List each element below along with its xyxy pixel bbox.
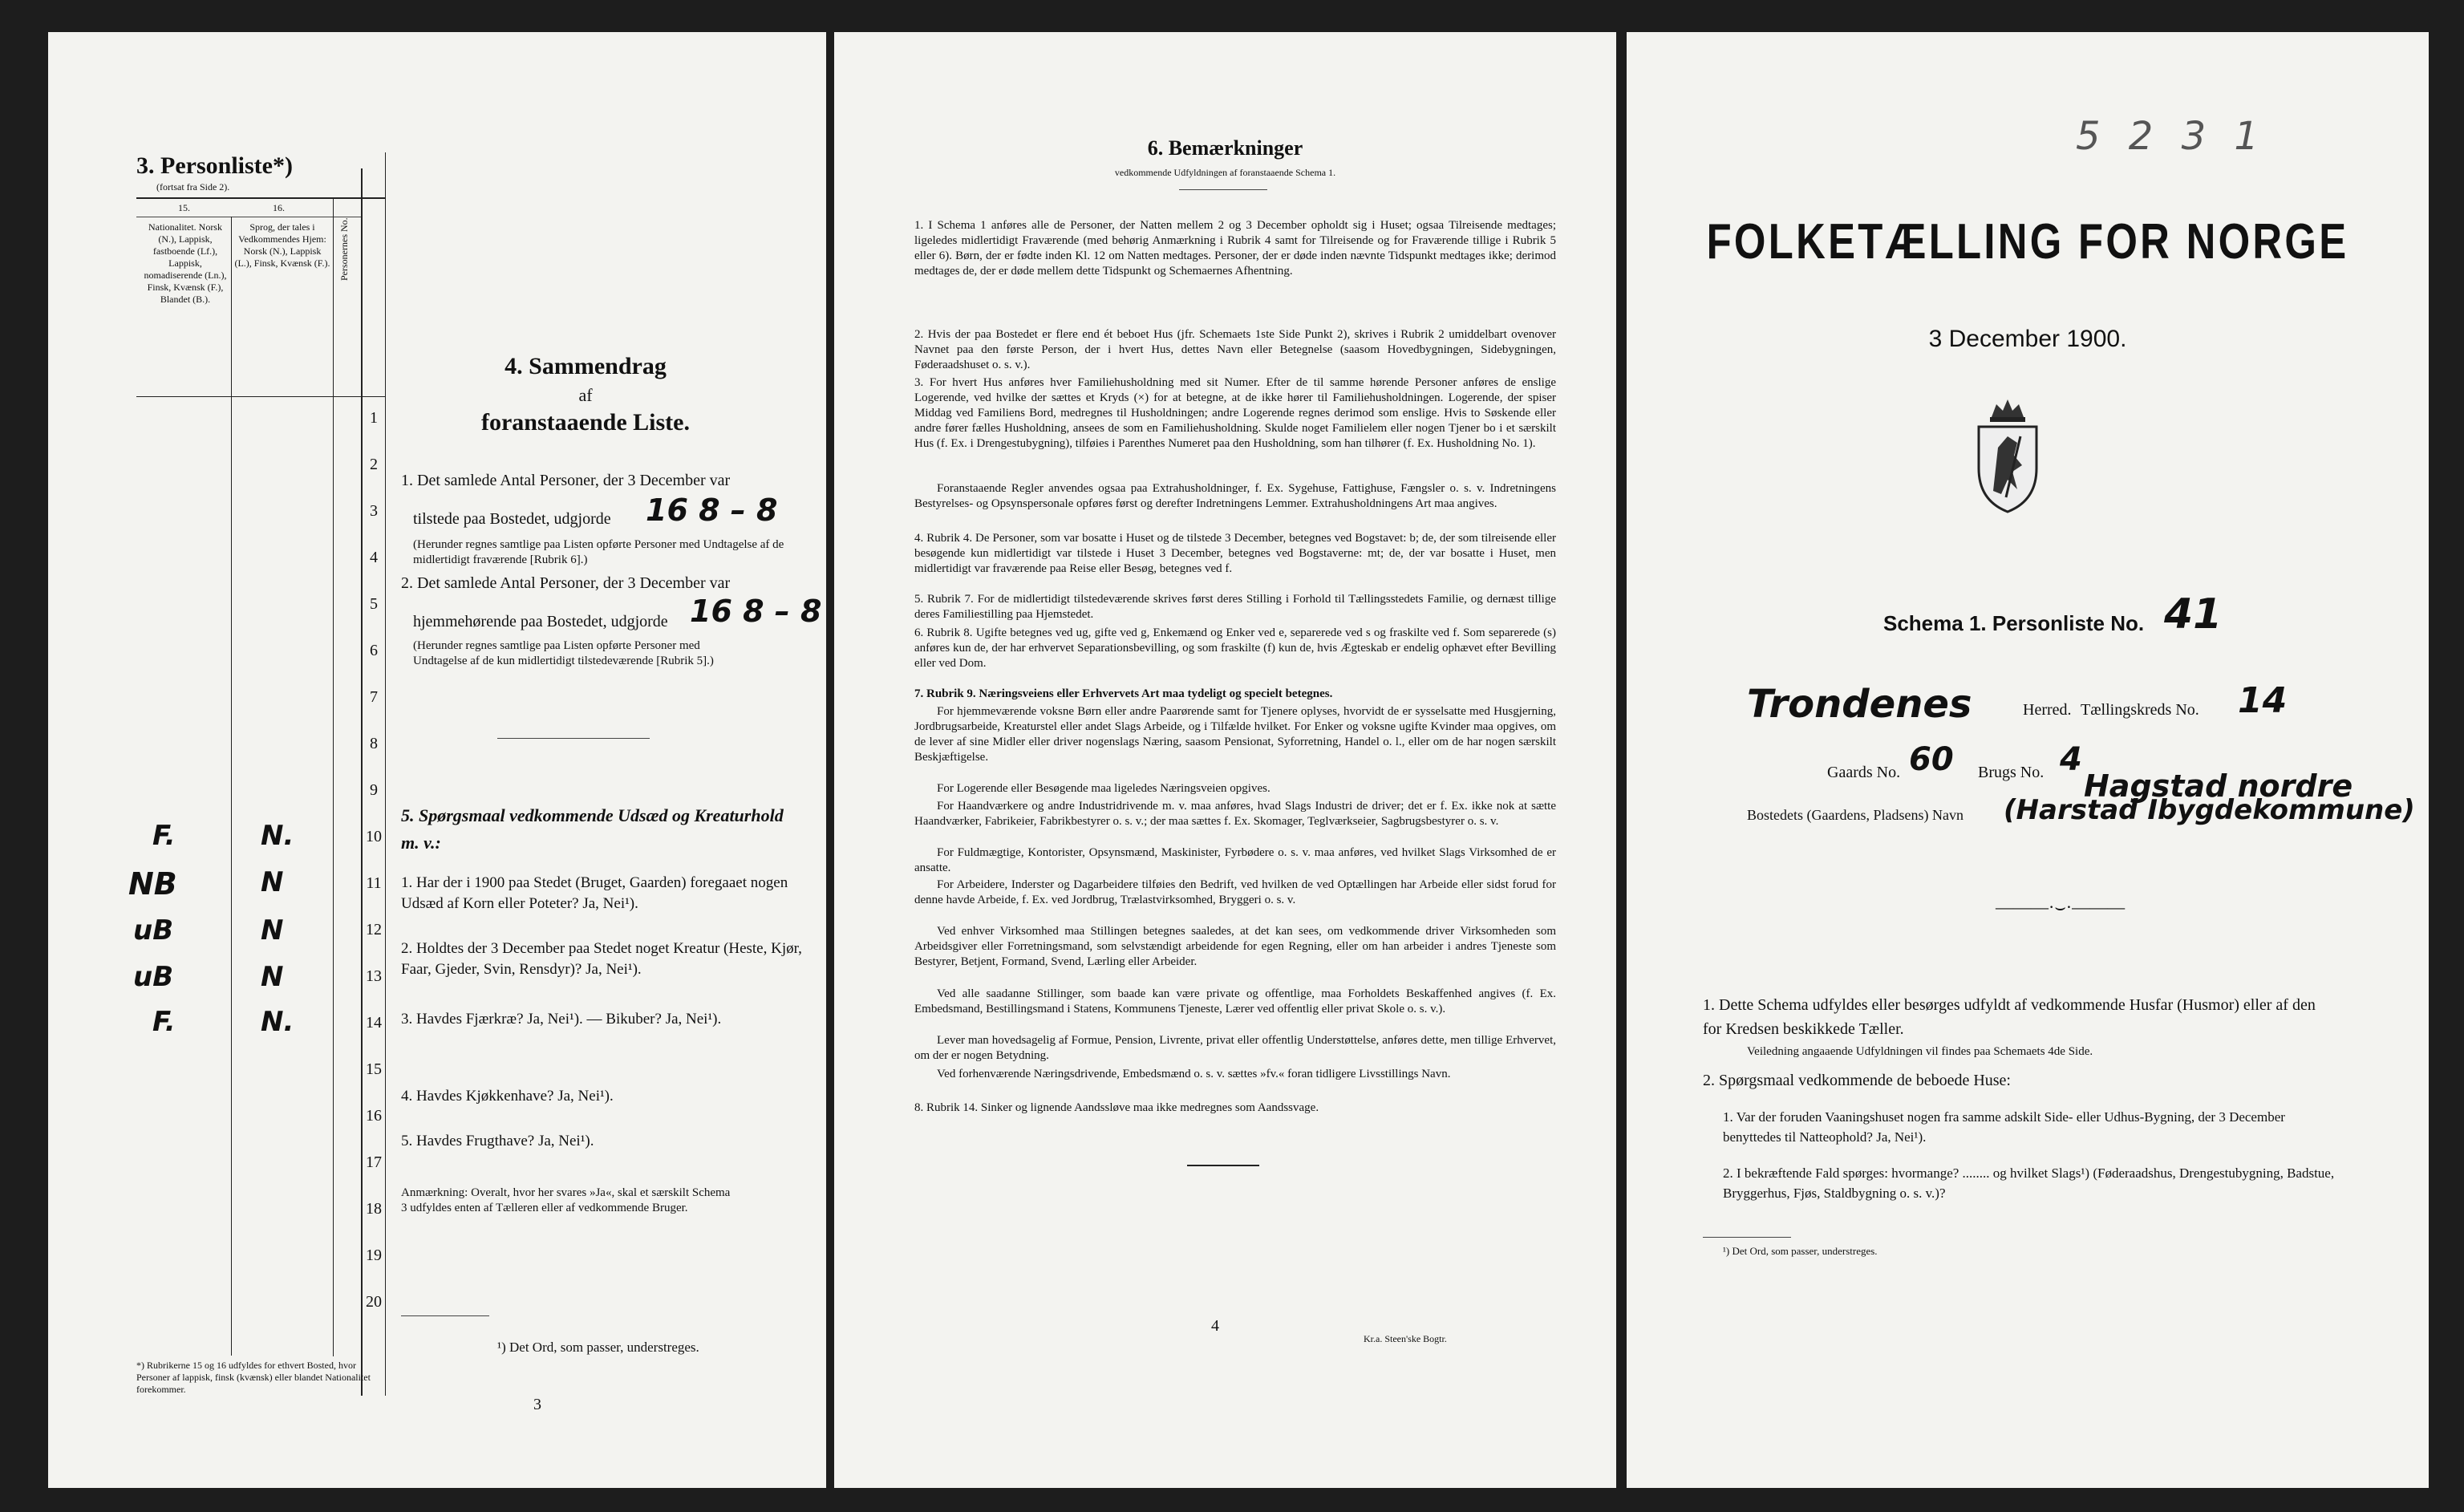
remark-7d: For Haandværkere og andre Industridrivende m. v. maa anføres, hvad Slags Industri de driver; det er f. Ex. ikke nok at sætte Haandværker, Fabrikeier, Fabrikbestyrer o. s. v.; der maa sættes f. Ex. Skomager, Teglværkseier, Sagbrugsbestyrer o. s. v.: [914, 800, 1556, 828]
instruction-2-2: 2. I bekræftende Fald spørges: hvormange? ........ og hvilket Slags¹) (Føderaadshus, Drengestubygning, Badstue, Bryggerhus, Fjøs, Staldbygning o. s. v.)?: [1723, 1165, 2335, 1201]
remark-8: 8. Rubrik 14. Sinker og lignende Aandssløve maa ikke medregnes som Aandssvage.: [914, 1101, 1319, 1114]
sammendrag-title2: foranstaaende Liste.: [481, 409, 690, 436]
entry-language: N: [261, 961, 284, 993]
instruction-1-note: Veiledning angaaende Udfyldningen vil findes paa Schemaets 4de Side.: [1747, 1045, 2093, 1058]
row-number: 6: [370, 642, 378, 659]
page-number-3: 3: [533, 1396, 541, 1413]
crown-band: [1990, 417, 2025, 422]
gaards-label: Gaards No.: [1827, 764, 1901, 781]
col16-header: Sprog, der tales i Vedkommendes Hjem: Norsk (N.), Lappisk (L.), Finsk, Kvænsk (F.).: [234, 221, 330, 269]
row-number: 9: [370, 781, 378, 799]
row-number: 12: [366, 921, 382, 938]
col-divider-1: [231, 217, 232, 1356]
remark-7b: For hjemmeværende voksne Børn eller andre Paarørende samt for Tjenere oplyses, hvorvidt de er sysselsatte med Husgjerning, Jordbrugsarbeide, Kreaturstel eller andet Slags Arbeide, og i Tilfælde hvilket. For Enker og voksne ugifte Kvinder maa opgives, om de lever af sine Midler eller driver nogenslags Næring, saasom Pensionat, Syforretning, Handel o. l., eller om de har nogen særskilt Beskjæftigelse.: [914, 705, 1556, 764]
herred-label: Herred.: [2023, 701, 2072, 719]
entry-nationality: NB: [128, 866, 177, 902]
remark-7f: For Arbeidere, Inderster og Dagarbeidere tilføies den Bedrift, ved hvilken de ved Optællingen har Arbeide eller sidst forud for denne havde Arbeide, f. Ex. ved Jordbrug, Trælastvirksomhed, Bryggeri o. s. v.: [914, 878, 1556, 906]
remark-5: 5. Rubrik 7. For de midlertidigt tilstedeværende skrives først deres Stilling i Forhold til Tællingsstedets Familie, og dernæst tillige deres Familiestilling paa Hjemstedet.: [914, 593, 1556, 621]
row-number: 8: [370, 735, 378, 752]
table-footnote: *) Rubrikerne 15 og 16 udfyldes for ethvert Bosted, hvor Personer af lappisk, finsk (kvænsk) eller blandet Nationalitet forekommer.: [136, 1360, 371, 1395]
section-divider: [497, 738, 650, 739]
questions-title: 5. Spørgsmaal vedkommende Udsæd og Kreaturhold m. v.:: [401, 805, 784, 853]
entry-language: N.: [261, 820, 294, 852]
col-divider-4: [385, 152, 386, 1396]
remark-7g: Ved enhver Virksomhed maa Stillingen betegnes saaledes, at det kan sees, om vedkommende driver Virksomheden som Arbeidsgiver eller Forretningsmand, som selvstændigt arbeidende for egen Regning, eller om han arbeider i andres Tjeneste som Bestyrer, Betjent, Formand, Svend, Lærling eller Arbeider.: [914, 925, 1556, 968]
remark-7i: Lever man hovedsagelig af Formue, Pension, Livrente, privat eller offentlig Understøttelse, anføres dette, men tillige Erhvervet, om der er nogen Betydning.: [914, 1034, 1556, 1062]
page-cover: [1627, 32, 2429, 1488]
instruction-2-1: 1. Var der foruden Vaaningshuset nogen fra samme adskilt Side- eller Udhus-Bygning, der 3 December benyttedes til Natteophold? Ja, Nei¹).: [1723, 1109, 2285, 1145]
entry-nationality: F.: [152, 820, 176, 852]
brugs-label: Brugs No.: [1978, 764, 2045, 781]
row-number: 4: [370, 549, 378, 566]
kreds-label: Tællingskreds No.: [2081, 701, 2199, 719]
bosted-value: (Harstad Ibygdekommune): [2004, 794, 2415, 826]
row-number: 19: [366, 1246, 382, 1264]
schema-label: Schema 1. Personliste No.: [1883, 611, 2145, 635]
row-number-column: [363, 409, 385, 1356]
row-number: 2: [370, 456, 378, 473]
question-1: 1. Har der i 1900 paa Stedet (Bruget, Gaarden) foregaaet nogen Udsæd af Korn eller Poteter? Ja, Nei¹).: [401, 874, 788, 912]
remark-1: 1. I Schema 1 anføres alle de Personer, der Natten mellem 2 og 3 December opholdt sig i Huset; ogsaa Tilreisende medtages; ligeledes midlertidigt Fraværende (med behørig Anmærkning i Rubrik 4 samt for Tilreisende og for Fraværende tillige i Rubrik 5 eller 6). Børn, der er fødte inden Kl. 12 om Natten medtages. Personer, der er døde inden nævnte Tidspunkt medtages ikke; derimod medtages de, der er døde mellem dette Tidspunkt og Schemaernes Afhentning.: [914, 219, 1556, 278]
instruction-1: 1. Dette Schema udfyldes eller besørges udfyldt af vedkommende Husfar (Husmor) eller af den for Kredsen beskikkede Tæller.: [1703, 996, 2316, 1038]
bosted-value-top: Hagstad nordre: [2084, 768, 2353, 804]
remark-3: 3. For hvert Hus anføres hver Familiehusholdning med sit Numer. Efter de til samme hørende Personer anføres de enslige Logerende, ved hvilke der sættes et Kryds (×) for at betegne, at de ikke hører til Familiehusholdningen. Logerende, der spiser Middag ved Familiens Bord, medregnes til Husholdningen; andre Logerende regnes derimod som enslige. Hvis to Søskende eller andre fører fælles Husholdning, ansees de som en Familiehusholdning. Skulde noget Familielem eller nogen Tjener bo i et særskilt Hus (f. Ex. i Drengestubygning), tilføies i Parenthes Numeret paa den Husholdning, som han tilhører (f. Ex. Husholdning No. 1).: [914, 376, 1556, 450]
row-number: 13: [366, 967, 382, 985]
entry-language: N: [261, 866, 284, 898]
page-number-4: 4: [1211, 1317, 1219, 1335]
row-number: 16: [366, 1107, 382, 1125]
question-2: 2. Holdtes der 3 December paa Stedet noget Kreatur (Heste, Kjør, Faar, Gjeder, Svin, Rensdyr)? Ja, Nei¹).: [401, 940, 802, 978]
personliste-subtitle: (fortsat fra Side 2).: [156, 181, 230, 193]
remark-7c: For Logerende eller Besøgende maa ligeledes Næringsveien opgives.: [937, 782, 1270, 795]
coat-of-arms-icon: [1968, 395, 2048, 515]
col15-number: 15.: [178, 202, 190, 213]
row-number: 18: [366, 1200, 382, 1218]
entry-nationality: uB: [133, 961, 174, 993]
page-personliste: [48, 32, 826, 1488]
row-number: 17: [366, 1153, 382, 1171]
entry-nationality: uB: [133, 914, 174, 947]
sammendrag-title: 4. Sammendrag: [505, 353, 667, 379]
kreds-value: 14: [2238, 680, 2288, 721]
table-header-rule: [136, 396, 385, 397]
brugs-value: 4: [2060, 741, 2082, 778]
summary-item1-note: (Herunder regnes samtlige paa Listen opførte Personer med Undtagelse af de midlertidigt fraværende [Rubrik 6].): [413, 538, 784, 566]
crown-shape: [1992, 399, 2024, 417]
title-rule: [1179, 189, 1267, 190]
summary-item1-value: 16 8 – 8: [646, 493, 778, 528]
summary-item2-note: (Herunder regnes samtlige paa Listen opførte Personer med Undtagelse af de kun midlertidigt tilstedeværende [Rubrik 5].): [413, 639, 714, 667]
census-title: FOLKETÆLLING FOR NORGE: [1706, 214, 2349, 270]
end-rule: [1187, 1165, 1259, 1166]
col16-number: 16.: [273, 202, 285, 213]
summary-item1-line1: 1. Det samlede Antal Personer, der 3 December var: [401, 472, 731, 489]
row-number: 1: [370, 409, 378, 427]
remark-6: 6. Rubrik 8. Ugifte betegnes ved ug, gifte ved g, Enkemænd og Enker ved e, separerede ved s og fraskilte ved f. Som separerede (s) anføres kun de, der har erhvervet Separationsbevilling, og som fraskilte (f) kun de, hvis Ægteskab er endelig ophævet efter Bevilling eller ved Dom.: [914, 626, 1556, 670]
bemaerkninger-title: 6. Bemærkninger: [1147, 136, 1303, 160]
entry-nationality: F.: [152, 1006, 176, 1038]
row-number: 20: [366, 1293, 382, 1311]
remark-3b: Foranstaaende Regler anvendes ogsaa paa Extrahusholdninger, f. Ex. Sygehuse, Fattighuse, Fængsler o. s. v. Indretningens Bestyrelses- og Opsynspersonale opføres først og derefter Indretningens Lemmer. Extrahusholdningens Art maa angives.: [914, 482, 1556, 510]
row-number: 15: [366, 1060, 382, 1078]
footnote-rule: [1703, 1237, 1791, 1238]
col15-header: Nationalitet. Norsk (N.), Lappisk, fastboende (Lf.), Lappisk, nomadiserende (Ln.), Finsk, Kvænsk (F.), Blandet (B.).: [144, 221, 227, 305]
archive-mark: 5 2 3 1: [2076, 114, 2267, 159]
bemaerkninger-subtitle: vedkommende Udfyldningen af foranstaaende Schema 1.: [1114, 167, 1336, 178]
summary-item2-line2: hjemmehørende paa Bostedet, udgjorde: [413, 613, 668, 630]
coat-of-arms-svg: [1968, 395, 2048, 515]
summary-item2-value: 16 8 – 8: [690, 594, 822, 629]
footnote-underline: ¹) Det Ord, som passer, understreges.: [497, 1340, 699, 1355]
ornament-divider: ———·⌣·———: [1996, 897, 2126, 917]
entry-language: N.: [261, 1006, 294, 1038]
page-bemaerkninger: [834, 32, 1616, 1488]
remark-4: 4. Rubrik 4. De Personer, som var bosatte i Huset og de tilstede 3 December, betegnes ved Bogstavet: b; de, der som tilreisende eller besøgende kun midlertidigt var tilstede i Huset 3 December, betegnes ved Bogstaverne: mt; de, der var bosatte i Huset, men midlertidigt var fraværende paa Reise eller Besøg, betegnes ved f.: [914, 532, 1556, 575]
row-number: 14: [366, 1014, 382, 1032]
footnote-underline: ¹) Det Ord, som passer, understreges.: [1723, 1245, 1878, 1257]
row-number: 10: [366, 828, 382, 845]
row-number: 11: [366, 874, 382, 892]
census-date: 3 December 1900.: [1928, 326, 2127, 352]
remark-7e: For Fuldmægtige, Kontorister, Opsynsmænd, Maskinister, Fyrbødere o. s. v. maa anføres, ved hvilket Slags Virksomhed de er ansatte.: [914, 846, 1556, 874]
row-number: 7: [370, 688, 378, 706]
question-3: 3. Havdes Fjærkræ? Ja, Nei¹). — Bikuber? Ja, Nei¹).: [401, 1011, 722, 1028]
row-number: 5: [370, 595, 378, 613]
gaards-value: 60: [1909, 741, 1954, 778]
row-number: 3: [370, 502, 378, 520]
footnote-rule: [401, 1315, 489, 1316]
question-4: 4. Havdes Kjøkkenhave? Ja, Nei¹).: [401, 1088, 614, 1105]
personliste-number: 41: [2164, 590, 2223, 638]
summary-item2-line1: 2. Det samlede Antal Personer, der 3 December var: [401, 574, 731, 592]
remark-7: 7. Rubrik 9. Næringsveiens eller Erhvervets Art maa tydeligt og specielt betegnes.: [914, 687, 1333, 700]
remark-7h: Ved alle saadanne Stillinger, som baade kan være private og offentlige, maa Forholdets Beskaffenhed angives (f. Ex. Embedsmand, Bestillingsmand i Statens, Kommunens Tjeneste, Lærer ved offentlig eller privat Skole o. s. v.).: [914, 987, 1556, 1015]
personliste-title: 3. Personliste*): [136, 152, 293, 179]
anmerkning-note: Anmærkning: Overalt, hvor her svares »Ja«, skal et særskilt Schema 3 udfyldes enten af Tælleren eller af vedkommende Bruger.: [401, 1186, 731, 1214]
summary-item1-line2: tilstede paa Bostedet, udgjorde: [413, 510, 611, 528]
question-5: 5. Havdes Frugthave? Ja, Nei¹).: [401, 1133, 594, 1149]
herred-value: Trondenes: [1747, 682, 1972, 727]
printer-mark: Kr.a. Steen'ske Bogtr.: [1364, 1333, 1447, 1344]
entry-language: N: [261, 914, 284, 947]
instruction-2: 2. Spørgsmaal vedkommende de beboede Huse:: [1703, 1072, 2011, 1089]
col-personnr-header: Personernes No.: [338, 217, 350, 281]
sammendrag-af: af: [578, 385, 593, 405]
remark-2: 2. Hvis der paa Bostedet er flere end ét beboet Hus (jfr. Schemaets 1ste Side Punkt 2), skrives i Rubrik 2 umiddelbart ovenover Navnet paa den første Person, der i hvert Hus, dettes Navn eller Betegnelse (saasom Hovedbygningen, Sidebygningen, Føderaadshuset o. s. v.).: [914, 328, 1556, 371]
bosted-label: Bostedets (Gaardens, Pladsens) Navn: [1747, 807, 1964, 823]
remark-7j: Ved forhenværende Næringsdrivende, Embedsmænd o. s. v. sættes »fv.« foran tidligere Livsstillings Navn.: [937, 1068, 1451, 1080]
col-divider-2: [333, 197, 334, 1356]
